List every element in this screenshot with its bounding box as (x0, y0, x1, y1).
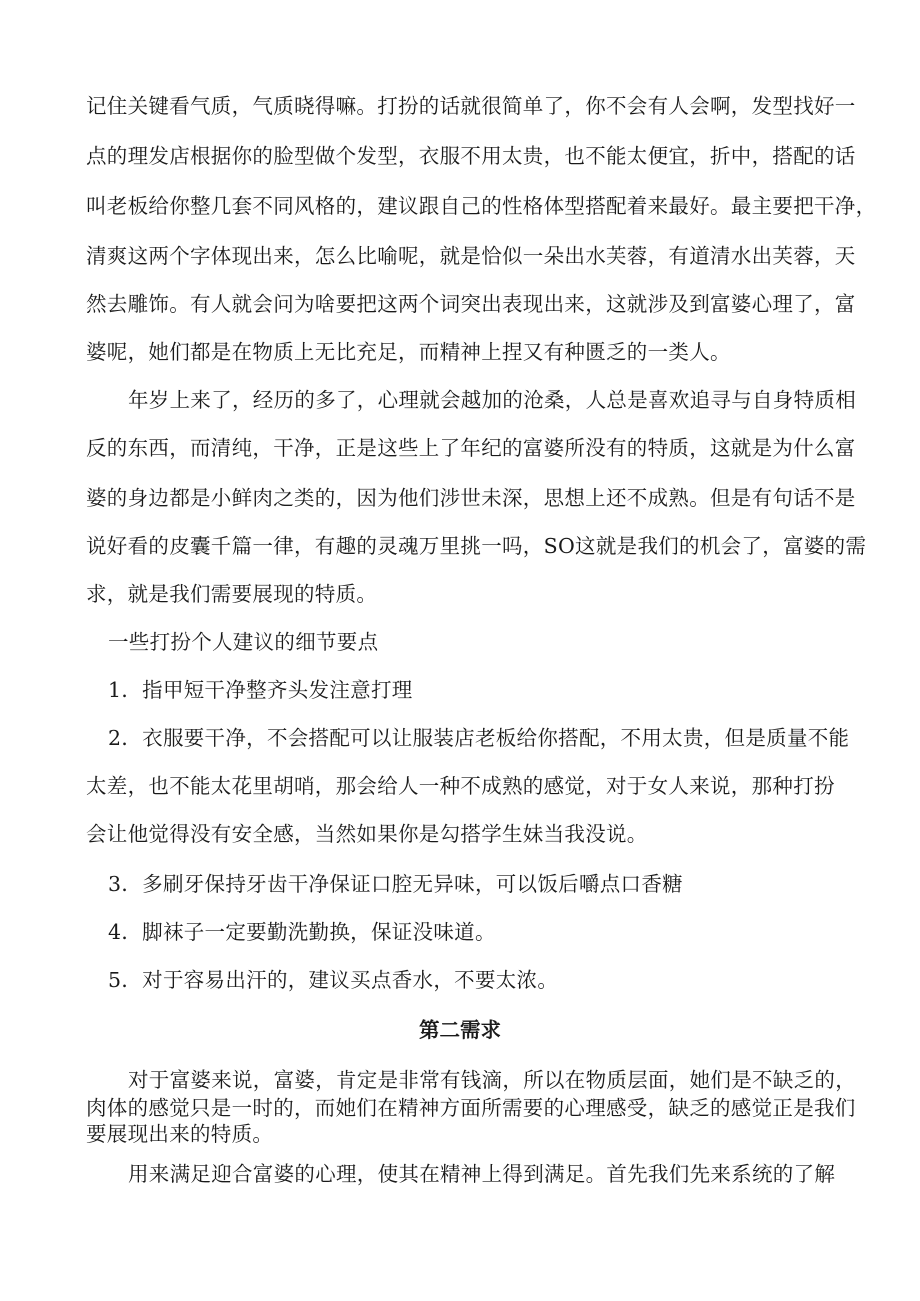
section2-para2-line-1: 用来满足迎合富婆的心理，使其在精神上得到满足。首先我们先来系统的了解 (128, 1162, 836, 1186)
tips-item-4: 4．脚袜子一定要勤洗勤换，保证没味道。 (108, 920, 496, 944)
tips-item-2-line-3: 会让他觉得没有安全感，当然如果你是勾搭学生妹当我没说。 (86, 822, 648, 846)
tips-item-1: 1．指甲短干净整齐头发注意打理 (108, 678, 413, 702)
paragraph1-line-4: 清爽这两个字体现出来，怎么比喻呢，就是恰似一朵出水芙蓉，有道清水出芙蓉，天 (86, 244, 856, 268)
paragraph1-line-1: 记住关键看气质，气质晓得嘛。打扮的话就很简单了，你不会有人会啊，发型找好一 (86, 94, 856, 118)
tips-item-2-line-2: 太差，也不能太花里胡哨，那会给人一种不成熟的感觉，对于女人来说，那种打扮 (86, 774, 835, 798)
section2-para1-line-3: 要展现出来的特质。 (86, 1122, 274, 1146)
paragraph1-line-3: 叫老板给你整几套不同风格的，建议跟自己的性格体型搭配着来最好。最主要把干净， (86, 194, 877, 218)
tips-intro: 一些打扮个人建议的细节要点 (108, 630, 379, 654)
paragraph1-line-6: 婆呢，她们都是在物质上无比充足，而精神上捏又有种匮乏的一类人。 (86, 340, 731, 364)
section2-heading: 第二需求 (419, 1018, 501, 1042)
paragraph1-line-2: 点的理发店根据你的脸型做个发型，衣服不用太贵，也不能太便宜，折中，搭配的话 (86, 144, 856, 168)
paragraph2-line-1: 年岁上来了，经历的多了，心理就会越加的沧桑，人总是喜欢追寻与自身特质相 (128, 388, 856, 412)
tips-item-2-line-1: 2．衣服要干净，不会搭配可以让服装店老板给你搭配，不用太贵，但是质量不能 (108, 726, 850, 750)
paragraph2-line-4: 说好看的皮囊千篇一律，有趣的灵魂万里挑一吗，SO这就是我们的机会了，富婆的需 (86, 534, 867, 558)
tips-item-3: 3．多刷牙保持牙齿干净保证口腔无异味，可以饭后嚼点口香糖 (108, 872, 683, 896)
paragraph2-line-5: 求，就是我们需要展现的特质。 (86, 582, 378, 606)
section2-para1-line-1: 对于富婆来说，富婆，肯定是非常有钱滴，所以在物质层面，她们是不缺乏的， (128, 1068, 856, 1092)
paragraph2-line-2: 反的东西，而清纯，干净，正是这些上了年纪的富婆所没有的特质，这就是为什么富 (86, 436, 856, 460)
section2-para1-line-2: 肉体的感觉只是一时的，而她们在精神方面所需要的心理感受，缺乏的感觉正是我们 (86, 1096, 856, 1120)
paragraph2-line-3: 婆的身边都是小鲜肉之类的，因为他们涉世未深，思想上还不成熟。但是有句话不是 (86, 486, 856, 510)
tips-item-5: 5．对于容易出汗的，建议买点香水，不要太浓。 (108, 968, 559, 992)
paragraph1-line-5: 然去雕饰。有人就会问为啥要把这两个词突出表现出来，这就涉及到富婆心理了，富 (86, 292, 856, 316)
